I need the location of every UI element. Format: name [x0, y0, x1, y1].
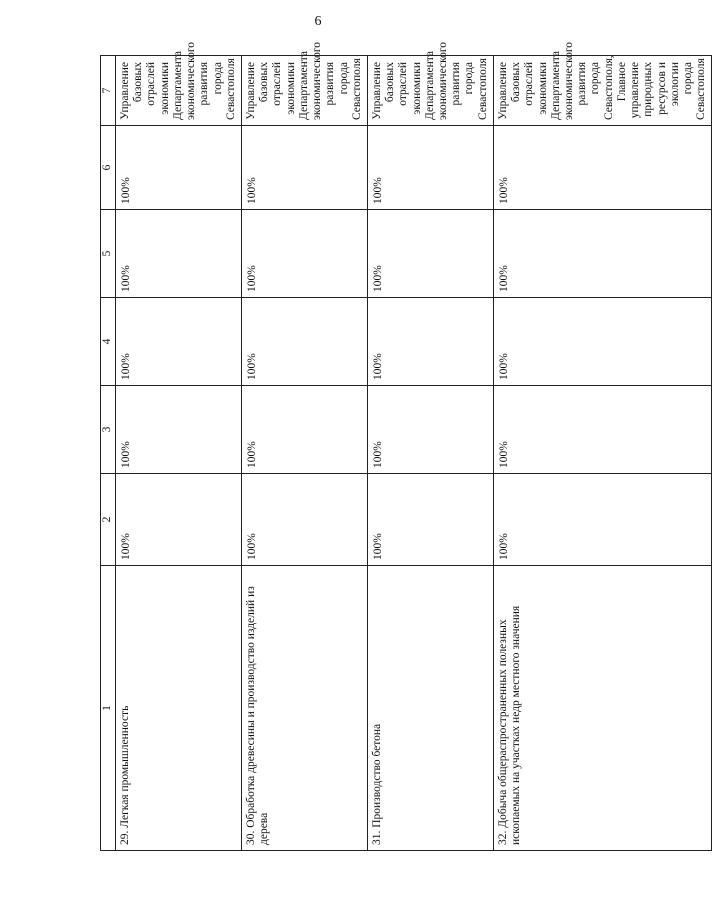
- row-value-col-6: 100%: [493, 126, 712, 210]
- column-header-3: 3: [101, 386, 116, 474]
- row-value-col-3: 100%: [116, 386, 242, 474]
- row-name: 31. Производство бетона: [367, 566, 493, 851]
- row-name: 30. Обработка древесины и производство изделий из дерева: [241, 566, 367, 851]
- row-value-col-2: 100%: [241, 474, 367, 566]
- row-responsible-org: Управление базовых отраслей экономики Департамента экономического развития города Севастополя: [241, 56, 367, 126]
- column-header-6: 6: [101, 126, 116, 210]
- table-row: [367, 56, 493, 851]
- page-number: 6: [314, 14, 322, 29]
- row-value-col-3: 100%: [493, 386, 712, 474]
- table-row: [241, 56, 367, 851]
- row-value-col-2: 100%: [116, 474, 242, 566]
- column-header-2: 2: [101, 474, 116, 566]
- row-value-col-4: 100%: [241, 298, 367, 386]
- rotated-table-wrapper: [100, 41, 708, 851]
- row-responsible-org: Управление базовых отраслей экономики Департамента экономического развития города Севастополя: [367, 56, 493, 126]
- row-value-col-3: 100%: [367, 386, 493, 474]
- row-value-col-2: 100%: [493, 474, 712, 566]
- data-table: [100, 41, 712, 851]
- row-value-col-2: 100%: [367, 474, 493, 566]
- row-responsible-org: Управление базовых отраслей экономики Департамента экономического развития города Севастополя: [116, 56, 242, 126]
- row-responsible-org: Управление базовых отраслей экономики Департамента экономического развития города Севастополя, Главное управление природных ресурсов и экологии города Севастополя: [493, 56, 712, 126]
- row-value-col-3: 100%: [241, 386, 367, 474]
- row-value-col-5: 100%: [116, 210, 242, 298]
- row-value-col-4: 100%: [367, 298, 493, 386]
- row-value-col-5: 100%: [241, 210, 367, 298]
- header-row: [101, 56, 116, 851]
- column-header-7: 7: [101, 56, 116, 126]
- row-value-col-4: 100%: [116, 298, 242, 386]
- row-value-col-6: 100%: [241, 126, 367, 210]
- row-name: 29. Легкая промышленность: [116, 566, 242, 851]
- row-name: 32. Добыча общераспространенных полезных ископаемых на участках недр местного значения: [493, 566, 712, 851]
- row-value-col-5: 100%: [367, 210, 493, 298]
- table-row: [493, 56, 712, 851]
- row-value-col-4: 100%: [493, 298, 712, 386]
- column-header-4: 4: [101, 298, 116, 386]
- row-value-col-6: 100%: [116, 126, 242, 210]
- row-value-col-5: 100%: [493, 210, 712, 298]
- column-header-5: 5: [101, 210, 116, 298]
- row-value-col-6: 100%: [367, 126, 493, 210]
- table-row: [116, 56, 242, 851]
- column-header-1: 1: [101, 566, 116, 851]
